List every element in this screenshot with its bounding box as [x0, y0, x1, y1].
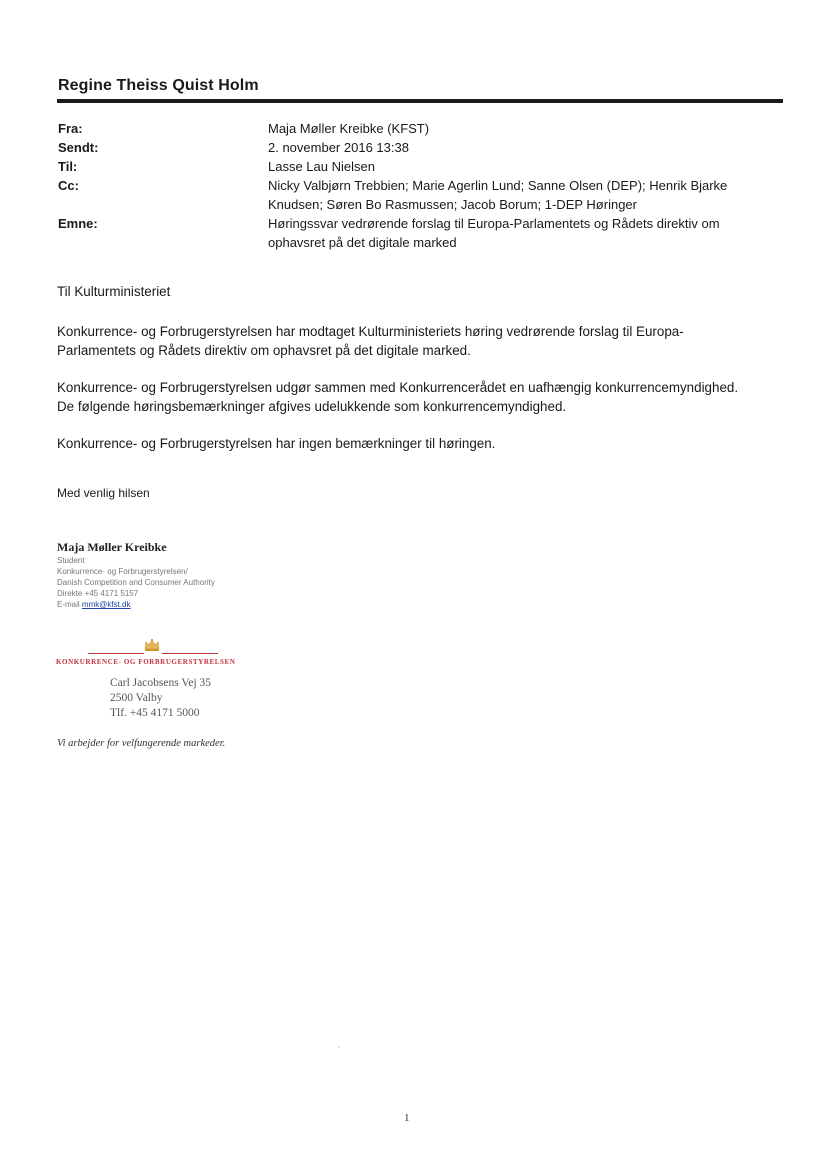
agency-motto: Vi arbejder for velfungerende markeder. [57, 738, 226, 749]
logo-wordmark: KONKURRENCE- OG FORBRUGERSTYRELSEN [56, 658, 236, 666]
subject-value-line: Høringssvar vedrørende forslag til Europa-Parlamentets og Rådets direktiv om [268, 216, 720, 231]
body-paragraph [57, 434, 787, 453]
cc-value-line: Nicky Valbjørn Trebbien; Marie Agerlin Lund; Sanne Olsen (DEP); Henrik Bjarke [268, 178, 728, 193]
header-row-from [58, 119, 778, 138]
subject-value-line: ophavsret på det digitale marked [268, 235, 457, 250]
closing-salutation: Med venlig hilsen [57, 486, 150, 500]
from-label: Fra: [58, 121, 83, 136]
subject-value [268, 214, 758, 252]
logo-rule-right [162, 653, 218, 654]
body-paragraph [57, 378, 787, 416]
logo-rule-left [88, 653, 144, 654]
cc-value [268, 176, 758, 214]
paragraph-line: Parlamentets og Rådets direktiv om ophavsret på det digitale marked. [57, 343, 471, 358]
email-label: E-mail [57, 600, 80, 609]
email-link[interactable]: mmk@kfst.dk [81, 600, 131, 609]
address-street: Carl Jacobsens Vej 35 [110, 677, 212, 689]
scan-speck [338, 1046, 340, 1048]
signature-org-en: Danish Competition and Consumer Authority [57, 578, 215, 587]
page-number: 1 [404, 1112, 410, 1124]
header-row-cc [58, 176, 778, 214]
cc-value-line: Knudsen; Søren Bo Rasmussen; Jacob Borum; 1-DEP Høringer [268, 197, 637, 212]
subject-label: Emne: [58, 216, 98, 231]
from-value: Maja Møller Kreibke (KFST) [268, 121, 430, 136]
signature-block [57, 540, 215, 610]
agency-address [110, 676, 211, 721]
paragraph-line: Konkurrence- og Forbrugerstyrelsen har modtaget Kulturministeriets høring vedrørende forslag til Europa- [57, 324, 684, 339]
paragraph-line: De følgende høringsbemærkninger afgives udelukkende som konkurrencemyndighed. [57, 399, 567, 414]
greeting: Til Kulturministeriet [57, 284, 171, 299]
mailbox-owner-name: Regine Theiss Quist Holm [58, 77, 259, 94]
header-row-to [58, 157, 778, 176]
paragraph-line: Konkurrence- og Forbrugerstyrelsen udgør sammen med Konkurrencerådet en uafhængig konkurrencemyndighed. [57, 380, 739, 395]
signature-email-row [57, 599, 215, 610]
to-label: Til: [58, 159, 78, 174]
signature-name: Maja Møller Kreibke [57, 540, 167, 554]
address-city: 2500 Valby [110, 692, 163, 704]
to-value: Lasse Lau Nielsen [268, 159, 375, 174]
crown-icon [144, 638, 160, 652]
sent-value: 2. november 2016 13:38 [268, 140, 409, 155]
email-header [58, 119, 778, 252]
header-divider [57, 99, 783, 103]
body-paragraph [57, 322, 787, 360]
sent-label: Sendt: [58, 140, 99, 155]
header-row-subject [58, 214, 778, 252]
signature-org: Konkurrence- og Forbrugerstyrelsen/ [57, 567, 188, 576]
signature-title: Student [57, 556, 85, 565]
signature-phone: Direkte +45 4171 5157 [57, 589, 139, 598]
paragraph-line: Konkurrence- og Forbrugerstyrelsen har ingen bemærkninger til høringen. [57, 436, 496, 451]
cc-label: Cc: [58, 178, 79, 193]
address-phone: Tlf. +45 4171 5000 [110, 707, 200, 719]
header-row-sent [58, 138, 778, 157]
